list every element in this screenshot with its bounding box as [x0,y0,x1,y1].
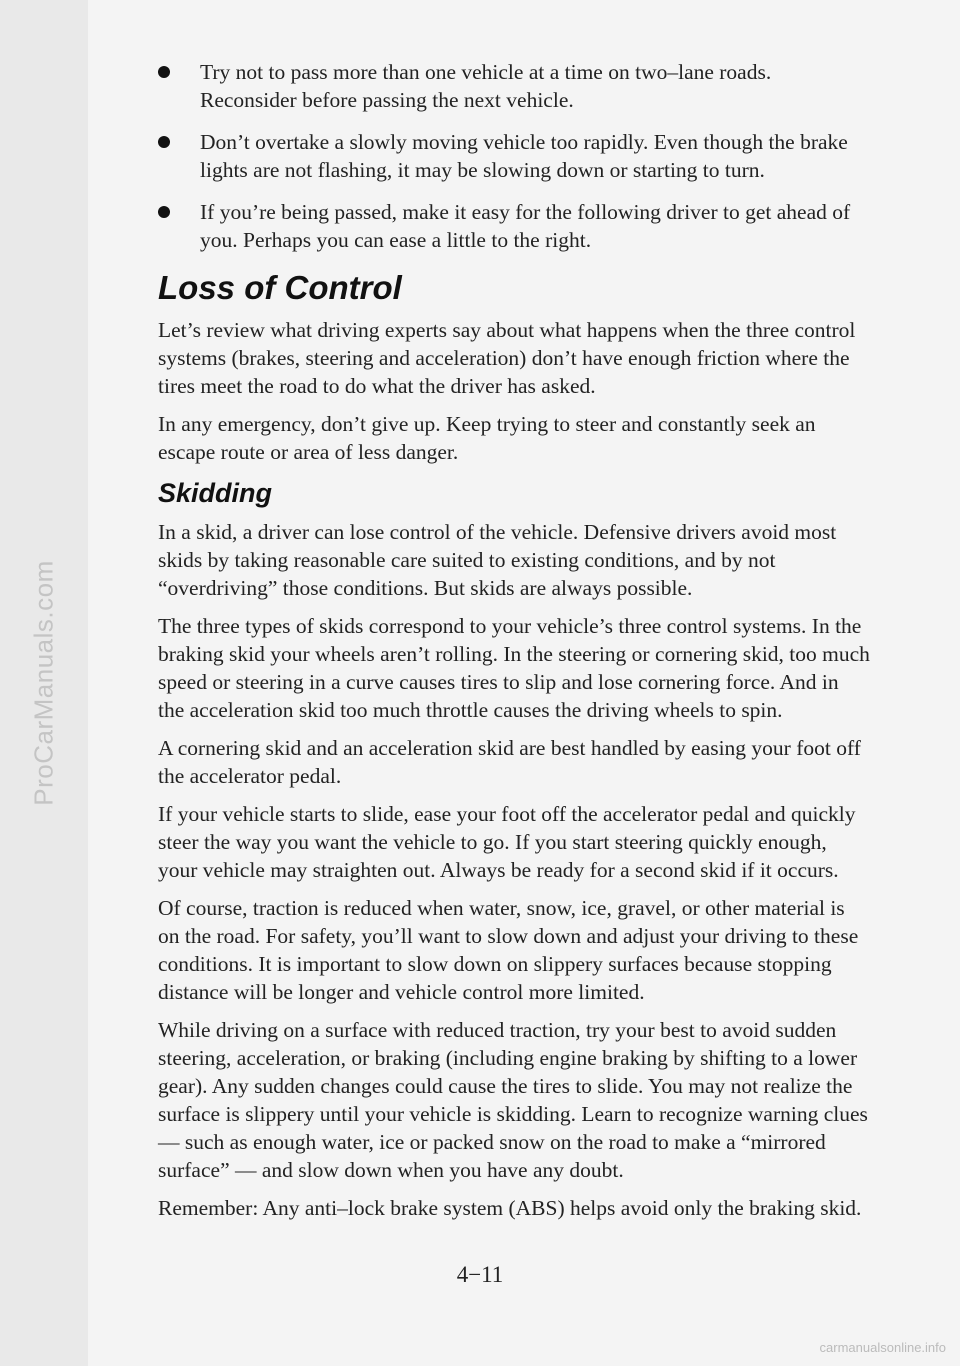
paragraph: In a skid, a driver can lose control of the vehicle. Defensive drivers avoid most skids by taking reasonable care suited to existing conditions, and by not “overdriving” those conditions. But skids are always possible. [158,520,837,600]
paragraph: Let’s review what driving experts say about what happens when the three control systems (brakes, steering and acceleration) don’t have enough friction where the tires meet the road to do what the driver has asked. [158,318,856,398]
list-item [158,198,870,254]
paragraph: The three types of skids correspond to your vehicle’s three control systems. In the braking skid your wheels aren’t rolling. In the steering or cornering skid, too much speed or steering in a curve causes tires to slip and lose cornering force. And in the acceleration skid too much throttle causes the driving wheels to spin. [158,614,870,722]
list-item-text: Try not to pass more than one vehicle at a time on two–lane roads. Reconsider before passing the next vehicle. [200,60,772,112]
paragraph: A cornering skid and an acceleration skid are best handled by easing your foot off the accelerator pedal. [158,736,861,788]
bullet-icon [158,136,170,148]
paragraph: In any emergency, don’t give up. Keep trying to steer and constantly seek an escape route or area of less danger. [158,412,816,464]
bullet-icon [158,66,170,78]
page-number: 4−11 [456,1262,504,1287]
paragraph: Of course, traction is reduced when water, snow, ice, gravel, or other material is on the road. For safety, you’ll want to slow down and adjust your driving to these conditions. It is important to slow down on slippery surfaces because stopping distance will be longer and vehicle control more limited. [158,896,859,1004]
loss-of-control-heading: Loss of Control [158,269,402,306]
list-item-text: If you’re being passed, make it easy for the following driver to get ahead of you. Perhaps you can ease a little to the right. [200,200,851,252]
page-content [158,58,870,1232]
paragraph: While driving on a surface with reduced traction, try your best to avoid sudden steering, acceleration, or braking (including engine braking by shifting to a lower gear). Any sudden changes could cause the tires to slide. You may not realize the surface is slippery until your vehicle is skidding. Learn to recognize warning clues — such as enough water, ice or packed snow on the road to make a “mirrored surface” — and slow down when you have any doubt. [158,1018,868,1182]
bullet-icon [158,206,170,218]
paragraph: If your vehicle starts to slide, ease your foot off the accelerator pedal and quickly steer the way you want the vehicle to go. If you start steering quickly enough, your vehicle may straighten out. Always be ready for a second skid if it occurs. [158,802,856,882]
skidding-heading: Skidding [158,478,272,508]
passing-tips-list [158,58,870,254]
side-watermark [0,0,88,1366]
paragraph: Remember: Any anti–lock brake system (ABS) helps avoid only the braking skid. [158,1196,862,1220]
list-item [158,128,870,184]
footer-watermark: carmanualsonline.info [819,1340,946,1355]
side-watermark-text: ProCarManuals.com [28,560,59,806]
list-item [158,58,870,114]
list-item-text: Don’t overtake a slowly moving vehicle too rapidly. Even though the brake lights are not flashing, it may be slowing down or starting to turn. [200,130,848,182]
